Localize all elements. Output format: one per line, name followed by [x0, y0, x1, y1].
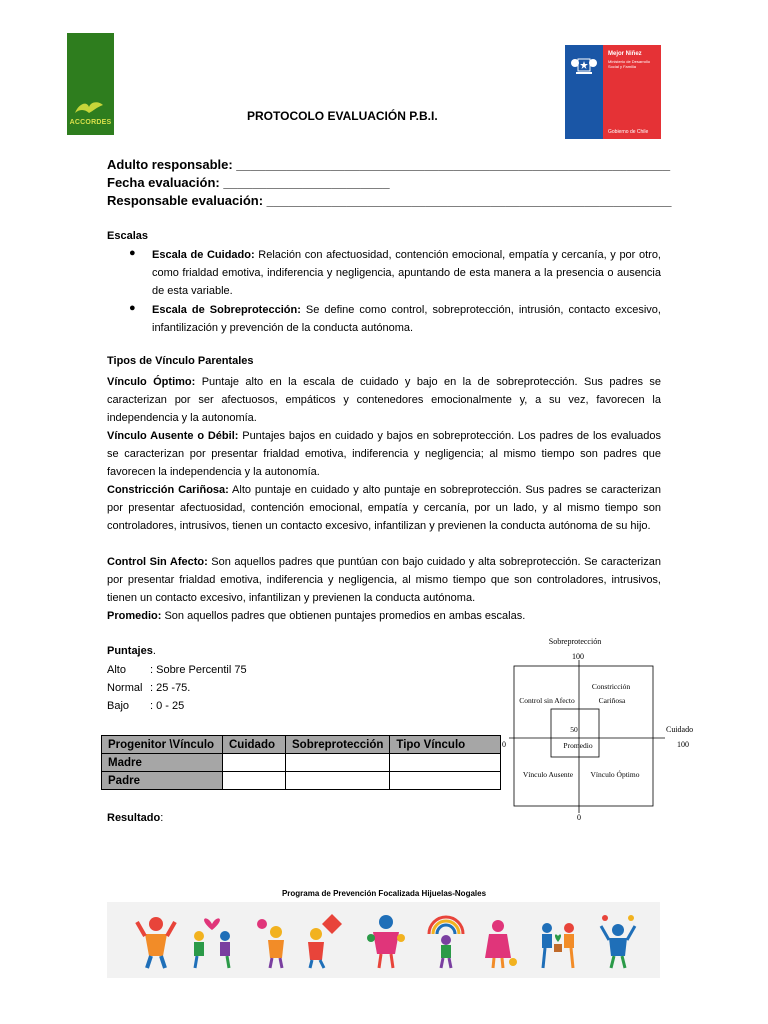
cell-padre-sobreproteccion[interactable]: [286, 772, 390, 790]
fecha-evaluacion-field[interactable]: Fecha evaluación: _______________________: [107, 175, 390, 190]
children-heart-icon: [187, 912, 237, 970]
banner-title: Programa de Prevención Focalizada Hijuelas-Nogales: [281, 889, 487, 898]
quadrant-vinculo-optimo: Vínculo Óptimo: [590, 770, 640, 779]
quadrant-carinosa: Cariñosa: [598, 696, 626, 705]
pbi-quadrant-diagram: [495, 630, 705, 825]
vinculo-optimo: [107, 373, 661, 427]
cell-madre-tipo[interactable]: [390, 754, 501, 772]
puntajes-heading-text: Puntajes: [107, 645, 153, 657]
logo-title: Mejor Niñez: [608, 51, 642, 57]
puntaje-alto-value: : Sobre Percentil 75: [150, 664, 247, 676]
table-header-row: [102, 736, 501, 754]
vinculo-ausente-text: Puntajes bajos en cuidado y bajos en sobreprotección. Los padres de los evaluados se caracterizan por presentar frialdad emotiva, indiferencia y negligencia; al mismo tiempo son padres que favorecen la independencia y la autonomía.: [107, 430, 661, 478]
table-row: [102, 754, 501, 772]
table-header: Tipo Vínculo: [390, 736, 501, 754]
center-value: 50: [570, 725, 578, 734]
resultado: [107, 812, 163, 824]
children-plant-icon: [537, 912, 579, 970]
table-row: [102, 772, 501, 790]
vinculo-optimo-text: Puntaje alto en la escala de cuidado y bajo en la de sobreprotección. Sus padres se caracterizan por ser afectuosos, empáticos y contenedores emocionalmente y, a su vez, favorecen la independencia y la autonomía.: [107, 376, 661, 424]
resultado-label: Resultado: [107, 812, 161, 824]
x-axis-label: Cuidado: [666, 725, 694, 734]
escala-cuidado: [152, 246, 661, 300]
resultado-suffix: :: [160, 812, 164, 824]
logo-subtitle: Ministerio de Desarrollo Social y Familia: [608, 59, 651, 69]
escala-sobreproteccion: [152, 301, 661, 337]
table-header: Sobreprotección: [286, 736, 390, 754]
children-circle-icon: [365, 912, 407, 970]
escala-cuidado-text: Relación con afectuosidad, contención emocional, empatía y cercanía, y por otro, como frialdad emotiva, indiferencia y negligencia, apuntando de esta manera a la presencia o ausencia de esta variable.: [152, 249, 661, 297]
outer-frame: [514, 666, 653, 806]
child-kite-icon: [302, 912, 344, 970]
table-header: Progenitor \Vínculo: [102, 736, 223, 754]
constriccion-carinosa-text: Alto puntaje en cuidado y alto puntaje en sobreprotección. Sus padres se caracterizan por presentar afectuosidad, contención emocional, empatía y cercanía, por un lado, y al mismo tiempo son controladores, intrusivos, tienen un contacto excesivo, infantilizan y previenen la conducta autónoma de su hijo.: [107, 484, 661, 532]
promedio: [107, 607, 661, 625]
puntaje-bajo-value: : 0 - 25: [150, 700, 185, 712]
puntaje-normal-value: : 25 -75.: [150, 682, 191, 694]
vinculo-ausente-label: Vínculo Ausente o Débil:: [107, 430, 239, 442]
vinculo-ausente: [107, 427, 661, 481]
child-girl-icon: [477, 912, 519, 970]
chile-crest-icon: [570, 53, 598, 77]
cell-madre-cuidado[interactable]: [223, 754, 286, 772]
y-axis-min: 0: [577, 813, 581, 822]
puntaje-bajo-label: Bajo: [107, 700, 130, 712]
pbi-results-table: [101, 735, 501, 790]
table-header: Cuidado: [223, 736, 286, 754]
promedio-label: Promedio:: [107, 610, 162, 622]
cell-padre-cuidado[interactable]: [223, 772, 286, 790]
child-jump-icon: [597, 912, 639, 970]
y-axis-max: 100: [572, 652, 584, 661]
bullet-icon: ●: [129, 247, 136, 259]
child-figure-icon: [135, 912, 177, 970]
leaf-icon: [73, 99, 105, 115]
control-sin-afecto: [107, 553, 661, 607]
quadrant-constriccion: Constricción: [591, 682, 631, 691]
tipos-heading: Tipos de Vínculo Parentales: [107, 355, 254, 367]
puntajes-heading-suffix: .: [152, 645, 156, 657]
cell-madre-sobreproteccion[interactable]: [286, 754, 390, 772]
responsable-evaluacion-field[interactable]: Responsable evaluación: ________________________________________________________: [107, 193, 672, 208]
constriccion-carinosa-label: Constricción Cariñosa:: [107, 484, 229, 496]
puntaje-normal-label: Normal: [107, 682, 143, 694]
cell-padre-tipo[interactable]: [390, 772, 501, 790]
row-label-padre: Padre: [102, 772, 223, 790]
puntaje-alto-label: Alto: [107, 664, 126, 676]
logo-footer: Gobierno de Chile: [608, 129, 649, 135]
escalas-heading: Escalas: [107, 230, 148, 242]
constriccion-carinosa: [107, 481, 661, 535]
puntajes-heading: [107, 645, 156, 657]
promedio-text: Son aquellos padres que obtienen puntajes promedios en ambas escalas.: [161, 610, 526, 622]
escala-sobreproteccion-label: Escala de Sobreprotección:: [152, 304, 301, 316]
accordes-logo-text: ACCORDES: [69, 119, 112, 126]
y-axis-label: Sobreprotección: [548, 637, 602, 646]
control-sin-afecto-label: Control Sin Afecto:: [107, 556, 208, 568]
x-axis-max: 100: [677, 740, 689, 749]
vinculo-optimo-label: Vínculo Óptimo:: [107, 376, 196, 388]
control-sin-afecto-text: Son aquellos padres que puntúan con bajo cuidado y alta sobreprotección. Se caracterizan por presentar frialdad emotiva, indiferencia y negligencia, al mismo tiempo que son controladores, intrusivos, tienen un contacto excesivo, infantilizan y previenen la conducta autónoma.: [107, 556, 661, 604]
row-label-madre: Madre: [102, 754, 223, 772]
escala-sobreproteccion-text: Se define como control, sobreprotección, intrusión, contacto excesivo, infantilización y prevención de la conducta autónoma.: [152, 304, 661, 334]
x-axis-min: 0: [502, 740, 506, 749]
child-rainbow-icon: [425, 912, 467, 970]
escala-cuidado-label: Escala de Cuidado:: [152, 249, 255, 261]
mejor-ninez-logo: [565, 45, 661, 139]
document-title: PROTOCOLO EVALUACIÓN P.B.I.: [247, 109, 438, 123]
quadrant-vinculo-ausente: Vínculo Ausente: [522, 770, 574, 779]
center-label: Promedio: [563, 741, 593, 750]
children-banner: [107, 902, 660, 978]
adulto-responsable-field[interactable]: Adulto responsable: ____________________________________________________________: [107, 157, 671, 172]
bullet-icon: ●: [129, 302, 136, 314]
quadrant-control-sin-afecto: Control sin Afecto: [519, 696, 575, 705]
child-flower-icon: [252, 912, 294, 970]
accordes-logo: [67, 33, 114, 135]
